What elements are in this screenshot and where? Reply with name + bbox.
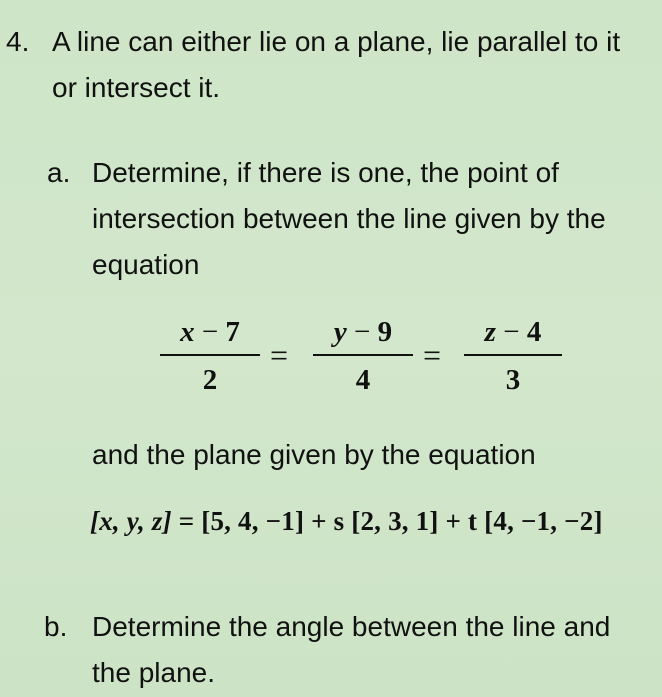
fraction-y xyxy=(313,312,413,400)
part-a-label: a. xyxy=(47,157,71,188)
plane-equation-lhs: [x, y, z] xyxy=(90,506,172,536)
fraction-z-variable: z xyxy=(484,316,496,348)
fraction-x-denominator: 2 xyxy=(202,364,218,396)
fraction-y-denominator: 4 xyxy=(355,364,371,396)
fraction-z-numerator xyxy=(464,312,562,352)
fraction-x-variable: x xyxy=(180,316,195,348)
fraction-y-operator: − xyxy=(346,316,378,348)
fraction-y-constant: 9 xyxy=(377,316,393,348)
plane-equation-rhs: = [5, 4, −1] + s [2, 3, 1] + t [4, −1, −2] xyxy=(171,506,603,536)
fraction-x xyxy=(160,312,260,400)
plane-intro-text: and the plane given by the equation xyxy=(92,439,536,470)
fraction-x-numerator xyxy=(160,312,260,352)
fraction-z-constant: 4 xyxy=(526,316,542,348)
fraction-x-bar xyxy=(160,354,260,356)
fraction-z-operator: − xyxy=(495,316,527,348)
fraction-z xyxy=(464,312,562,400)
part-b-text: Determine the angle between the line and the plane. xyxy=(92,611,611,688)
fraction-z-bar xyxy=(464,354,562,356)
equals-sign-1: = xyxy=(270,337,289,373)
equals-sign-2: = xyxy=(423,337,442,373)
part-a-text: Determine, if there is one, the point of intersection between the line given by the equation xyxy=(92,157,606,280)
plane-equation xyxy=(90,506,603,537)
question-text: A line can either lie on a plane, lie parallel to it or intersect it. xyxy=(52,26,621,103)
fraction-y-numerator xyxy=(313,312,413,352)
fraction-x-constant: 7 xyxy=(225,316,240,348)
question-number: 4. xyxy=(6,26,30,57)
fraction-y-bar xyxy=(313,354,413,356)
part-b-label: b. xyxy=(44,611,68,642)
fraction-z-denominator: 3 xyxy=(505,364,521,396)
fraction-y-variable: y xyxy=(333,316,347,348)
fraction-x-operator: − xyxy=(194,316,226,348)
